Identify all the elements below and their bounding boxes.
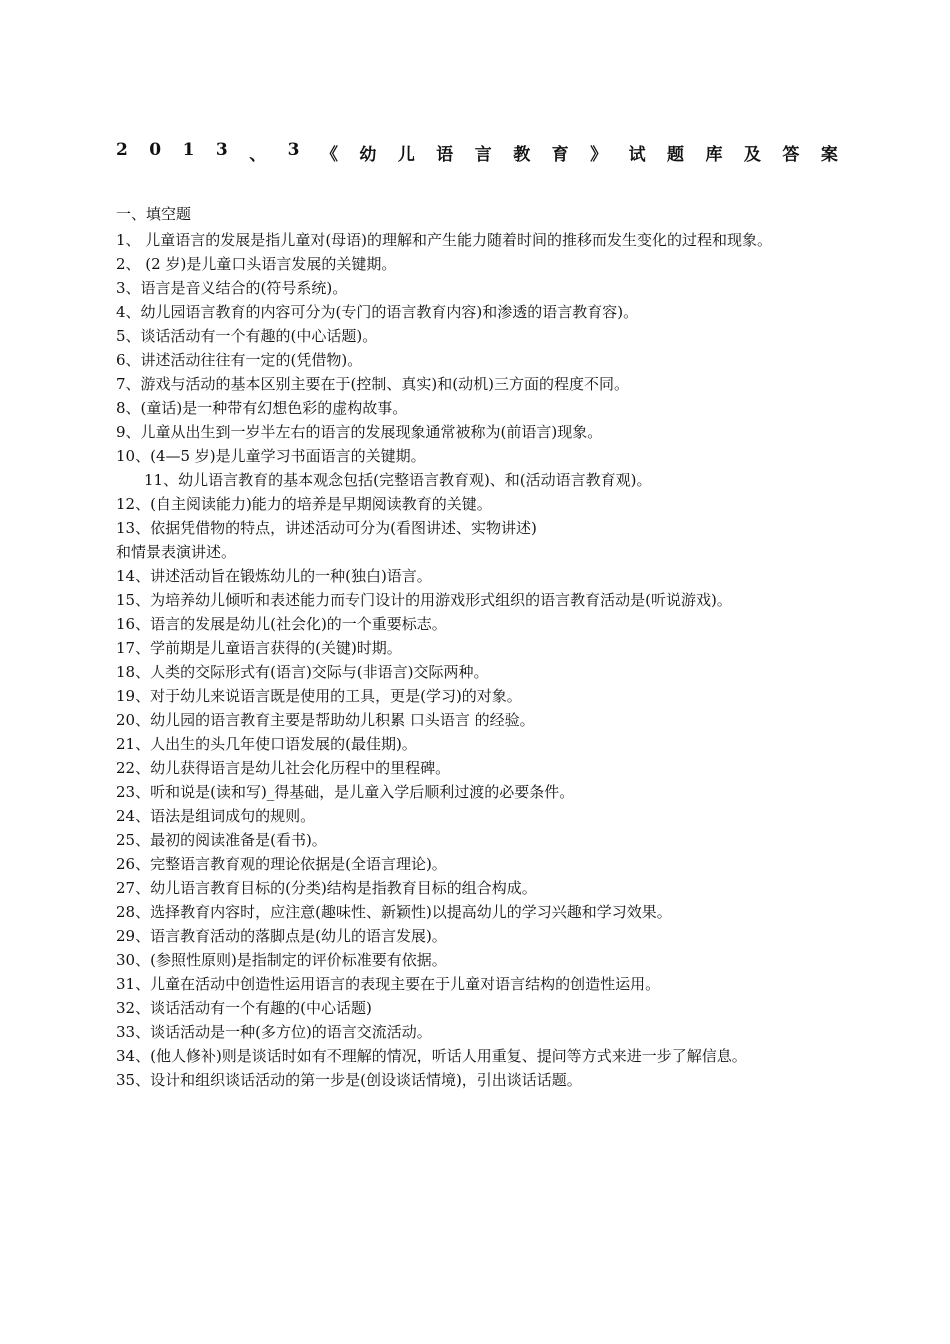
question-item: 14、讲述活动旨在锻炼幼儿的一种(独白)语言。 xyxy=(116,567,432,585)
question-item: 5、谈话活动有一个有趣的(中心话题)。 xyxy=(116,327,378,345)
title-char: 3 xyxy=(287,140,300,160)
question-item: 22、幼儿获得语言是幼儿社会化历程中的里程碑。 xyxy=(116,759,451,777)
question-item: 1、 儿童语言的发展是指儿童对(母语)的理解和产生能力随着时间的推移而发生变化的过程和现象。 xyxy=(116,231,773,249)
title-char: 、 xyxy=(249,145,267,165)
title-char: 言 xyxy=(474,145,492,165)
question-item: 28、选择教育内容时，应注意(趣味性、新颖性)以提高幼儿的学习兴趣和学习效果。 xyxy=(116,903,672,921)
question-item: 17、学前期是儿童语言获得的(关键)时期。 xyxy=(116,639,402,657)
question-list xyxy=(116,228,836,1092)
question-item: 12、(自主阅读能力)能力的培养是早期阅读教育的关键。 xyxy=(116,495,492,513)
question-item-continued: 和情景表演讲述。 xyxy=(116,543,237,561)
question-item: 9、儿童从出生到一岁半左右的语言的发展现象通常被称为(前语言)现象。 xyxy=(116,423,603,441)
question-item: 3、语言是音义结合的(符号系统)。 xyxy=(116,279,348,297)
question-item: 8、(童话)是一种带有幻想色彩的虚构故事。 xyxy=(116,399,408,417)
question-item: 27、幼儿语言教育目标的(分类)结构是指教育目标的组合构成。 xyxy=(116,879,537,897)
title-char: 题 xyxy=(667,145,685,165)
question-item: 19、对于幼儿来说语言既是使用的工具，更是(学习)的对象。 xyxy=(116,687,522,705)
question-item: 16、语言的发展是幼儿(社会化)的一个重要标志。 xyxy=(116,615,447,633)
question-item: 11、幼儿语言教育的基本观念包括(完整语言教育观)、和(活动语言教育观)。 xyxy=(144,471,652,489)
title-char: 1 xyxy=(182,140,195,160)
question-item: 7、游戏与活动的基本区别主要在于(控制、真实)和(动机)三方面的程度不同。 xyxy=(116,375,629,393)
title-char: 及 xyxy=(743,145,761,165)
question-item: 32、谈话活动有一个有趣的(中心话题) xyxy=(116,999,372,1017)
question-item: 21、人出生的头几年使口语发展的(最佳期)。 xyxy=(116,735,417,753)
question-item: 6、讲述活动往往有一定的(凭借物)。 xyxy=(116,351,363,369)
title-char: 《 xyxy=(320,145,338,165)
question-item: 29、语言教育活动的落脚点是(幼儿的语言发展)。 xyxy=(116,927,447,945)
title-char: 幼 xyxy=(359,145,377,165)
title-char: 案 xyxy=(820,145,838,165)
question-item: 30、(参照性原则)是指制定的评价标准要有依据。 xyxy=(116,951,447,969)
question-item: 2、 (2 岁)是儿童口头语言发展的关键期。 xyxy=(116,255,397,273)
title-char: 库 xyxy=(705,145,723,165)
question-item: 18、人类的交际形式有(语言)交际与(非语言)交际两种。 xyxy=(116,663,489,681)
question-item: 34、(他人修补)则是谈话时如有不理解的情况，听话人用重复、提问等方式来进一步了解信息。 xyxy=(116,1047,747,1065)
question-item: 25、最初的阅读准备是(看书)。 xyxy=(116,831,327,849)
question-item: 10、(4—5 岁)是儿童学习书面语言的关键期。 xyxy=(116,447,426,465)
question-item: 23、听和说是(读和写)_得基础，是儿童入学后顺利过渡的必要条件。 xyxy=(116,783,575,801)
title-char: 儿 xyxy=(397,145,415,165)
title-char: 试 xyxy=(628,145,646,165)
question-item: 24、语法是组词成句的规则。 xyxy=(116,807,316,825)
title-char: 育 xyxy=(551,145,569,165)
question-item: 20、幼儿园的语言教育主要是帮助幼儿积累 口头语言 的经验。 xyxy=(116,711,535,729)
question-item: 31、儿童在活动中创造性运用语言的表现主要在于儿童对语言结构的创造性运用。 xyxy=(116,975,661,993)
title-char: 答 xyxy=(782,145,800,165)
title-char: 教 xyxy=(513,145,531,165)
title-char: 2 xyxy=(116,140,128,160)
title-char: 3 xyxy=(215,140,228,160)
question-item: 13、依据凭借物的特点，讲述活动可分为(看图讲述、实物讲述) xyxy=(116,519,537,537)
document-title xyxy=(116,140,838,165)
question-item: 35、设计和组织谈话活动的第一步是(创设谈话情境)，引出谈话话题。 xyxy=(116,1071,582,1089)
title-char: 》 xyxy=(590,145,608,165)
question-item: 33、谈话活动是一种(多方位)的语言交流活动。 xyxy=(116,1023,432,1041)
title-char: 0 xyxy=(149,140,162,160)
question-item: 26、完整语言教育观的理论依据是(全语言理论)。 xyxy=(116,855,447,873)
title-char: 语 xyxy=(436,145,454,165)
question-item: 15、为培养幼儿倾听和表述能力而专门设计的用游戏形式组织的语言教育活动是(听说游戏)。 xyxy=(116,591,732,609)
question-item: 4、幼儿园语言教育的内容可分为(专门的语言教育内容)和渗透的语言教育容)。 xyxy=(116,303,639,321)
section-heading: 一、填空题 xyxy=(116,205,192,223)
